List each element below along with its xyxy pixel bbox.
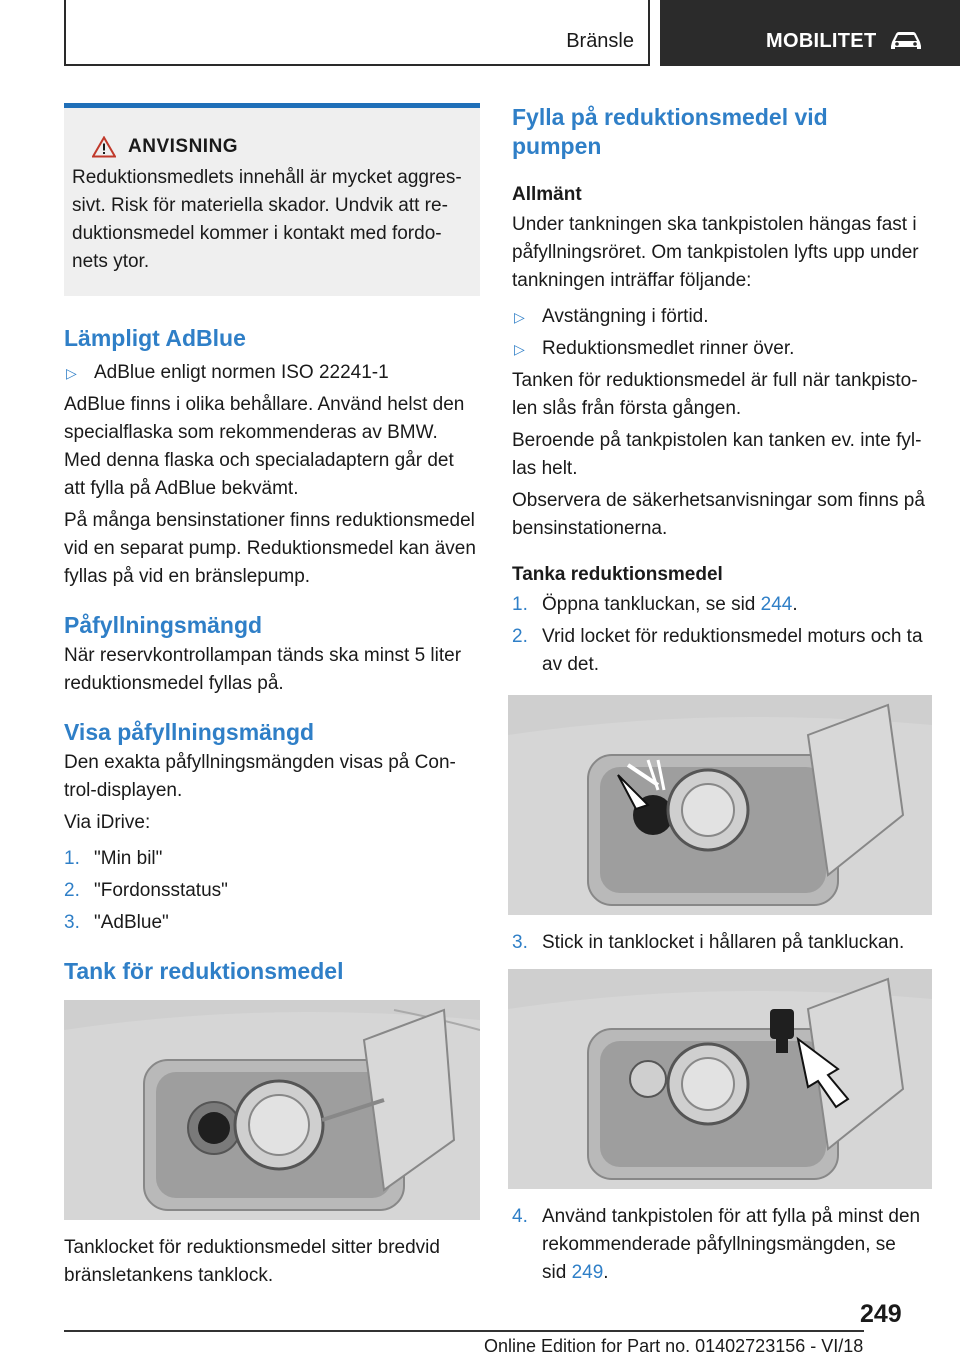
footer-edition: Online Edition for Part no. 01402723156 - VI/18 <box>484 1336 864 1356</box>
text-line: len slås från första gången. <box>512 398 742 419</box>
text-line: Tanklocket för reduktionsmedel sitter bredvid <box>64 1237 440 1258</box>
text-line: rekommenderade påfyllningsmängden, se <box>542 1234 896 1255</box>
step-number: 2. <box>512 626 528 647</box>
footer-divider <box>64 1330 864 1332</box>
text-line: bränsletankens tanklock. <box>64 1265 274 1286</box>
text-line: specialflaska som rekommenderas av BMW. <box>64 422 438 443</box>
notice-line: duktionsmedel kommer i kontakt med fordo- <box>72 223 442 244</box>
list-item <box>512 335 932 363</box>
heading-suitable-adblue: Lämpligt AdBlue <box>64 325 246 351</box>
notice-line: nets ytor. <box>72 251 150 272</box>
paragraph <box>64 749 480 805</box>
list-item <box>64 877 480 905</box>
chapter-tab <box>660 0 960 66</box>
page-header <box>0 0 960 66</box>
text-line: av det. <box>542 654 600 675</box>
notice-line: sivt. Risk för materiella skador. Undvik att re- <box>72 195 448 216</box>
list-item <box>512 591 932 619</box>
step-number: 4. <box>512 1206 528 1227</box>
step-text: "Fordonsstatus" <box>94 880 228 901</box>
text-line: Använd tankpistolen för att fylla på minst den <box>542 1206 921 1227</box>
text-line: bensinstationerna. <box>512 518 668 539</box>
text-line: vid en separat pump. Reduktionsmedel kan även <box>64 538 476 559</box>
section-title: Bränsle <box>566 30 634 52</box>
car-icon <box>888 28 924 52</box>
text-line: Beroende på tankpistolen kan tanken ev. inte fyl- <box>512 430 922 451</box>
step-text: "Min bil" <box>94 848 163 869</box>
list-item <box>512 303 932 331</box>
step-text: Stick in tanklocket i hållaren på tankluckan. <box>542 932 905 953</box>
warning-triangle-icon <box>92 136 116 158</box>
heading-fill-at-pump <box>512 103 932 161</box>
text-line: På många bensinstationer finns reduktionsmedel <box>64 510 475 531</box>
left-column <box>64 103 480 1294</box>
list-item <box>512 1203 932 1287</box>
caption <box>64 1234 480 1290</box>
paragraph <box>512 487 932 543</box>
paragraph <box>64 642 480 698</box>
fuel-flap-image <box>508 695 932 915</box>
heading-line: pumpen <box>512 133 602 159</box>
fuel-flap-image <box>64 1000 480 1220</box>
text-line: att fylla på AdBlue bekvämt. <box>64 478 299 499</box>
text-line: las helt. <box>512 458 578 479</box>
text-line: reduktionsmedel fyllas på. <box>64 673 284 694</box>
step-text <box>542 591 932 619</box>
list-item <box>64 909 480 937</box>
paragraph: Via iDrive: <box>64 812 151 833</box>
step-number: 1. <box>512 594 528 615</box>
heading-general: Allmänt <box>512 184 582 205</box>
cap-holder-illustration <box>508 969 932 1189</box>
bullet-text: Avstängning i förtid. <box>542 306 709 327</box>
step-number: 1. <box>64 848 80 869</box>
notice-box <box>64 103 480 296</box>
remove-cap-illustration <box>508 695 932 915</box>
paragraph <box>512 211 932 295</box>
section-tab <box>64 0 650 66</box>
text-line: Den exakta påfyllningsmängden visas på Con- <box>64 752 456 773</box>
paragraph <box>64 507 480 591</box>
notice-title: ANVISNING <box>128 136 239 157</box>
paragraph <box>512 367 932 423</box>
list-item <box>512 929 932 957</box>
step-text-end: . <box>792 594 798 615</box>
notice-line: Reduktionsmedlets innehåll är mycket aggres- <box>72 167 462 188</box>
text-line: Observera de säkerhetsanvisningar som finns på <box>512 490 925 511</box>
page-link-244[interactable]: 244 <box>760 594 793 615</box>
heading-tank: Tank för reduktionsmedel <box>64 958 344 984</box>
step-text <box>542 623 932 679</box>
heading-show-fill-amount: Visa påfyllningsmängd <box>64 719 315 745</box>
list-item <box>64 359 480 387</box>
notice-text <box>72 164 472 276</box>
page-number: 249 <box>860 1300 902 1328</box>
triangle-bullet-icon: ▷ <box>514 341 525 357</box>
triangle-bullet-icon: ▷ <box>66 365 77 381</box>
text-line: Tanken för reduktionsmedel är full när tankpisto- <box>512 370 918 391</box>
bullet-text: AdBlue enligt normen ISO 22241-1 <box>94 362 389 383</box>
chapter-title: MOBILITET <box>766 30 877 52</box>
step-text-end: . <box>603 1262 609 1283</box>
step-number: 3. <box>64 912 80 933</box>
list-item <box>512 623 932 679</box>
bullet-text: Reduktionsmedlet rinner över. <box>542 338 795 359</box>
step-text <box>542 1203 932 1287</box>
heading-refuel: Tanka reduktionsmedel <box>512 564 723 585</box>
heading-fill-amount: Påfyllningsmängd <box>64 612 263 638</box>
text-line: sid <box>542 1262 572 1283</box>
text-line: Vrid locket för reduktionsmedel moturs och ta <box>542 626 923 647</box>
text-line: När reservkontrollampan tänds ska minst 5 liter <box>64 645 462 666</box>
paragraph <box>64 391 480 503</box>
page-link-249[interactable]: 249 <box>571 1262 604 1283</box>
text-line: fyllas på vid en bränslepump. <box>64 566 311 587</box>
text-line: tankningen inträffar följande: <box>512 270 752 291</box>
step-number: 3. <box>512 932 528 953</box>
fuel-flap-image <box>508 969 932 1189</box>
text-line: Med denna flaska och specialadaptern går det <box>64 450 454 471</box>
step-text-part: Öppna tankluckan, se sid <box>542 594 761 615</box>
text-line: AdBlue finns i olika behållare. Använd helst den <box>64 394 465 415</box>
tank-illustration <box>64 1000 480 1220</box>
text-line: påfyllningsröret. Om tankpistolen lyfts upp under <box>512 242 919 263</box>
right-column <box>512 103 932 1291</box>
triangle-bullet-icon: ▷ <box>514 309 525 325</box>
paragraph <box>512 427 932 483</box>
list-item <box>64 845 480 873</box>
text-line: trol-displayen. <box>64 780 183 801</box>
step-number: 2. <box>64 880 80 901</box>
text-line: Under tankningen ska tankpistolen hängas fast i <box>512 214 917 235</box>
heading-line: Fylla på reduktionsmedel vid <box>512 104 828 130</box>
step-text: "AdBlue" <box>94 912 169 933</box>
